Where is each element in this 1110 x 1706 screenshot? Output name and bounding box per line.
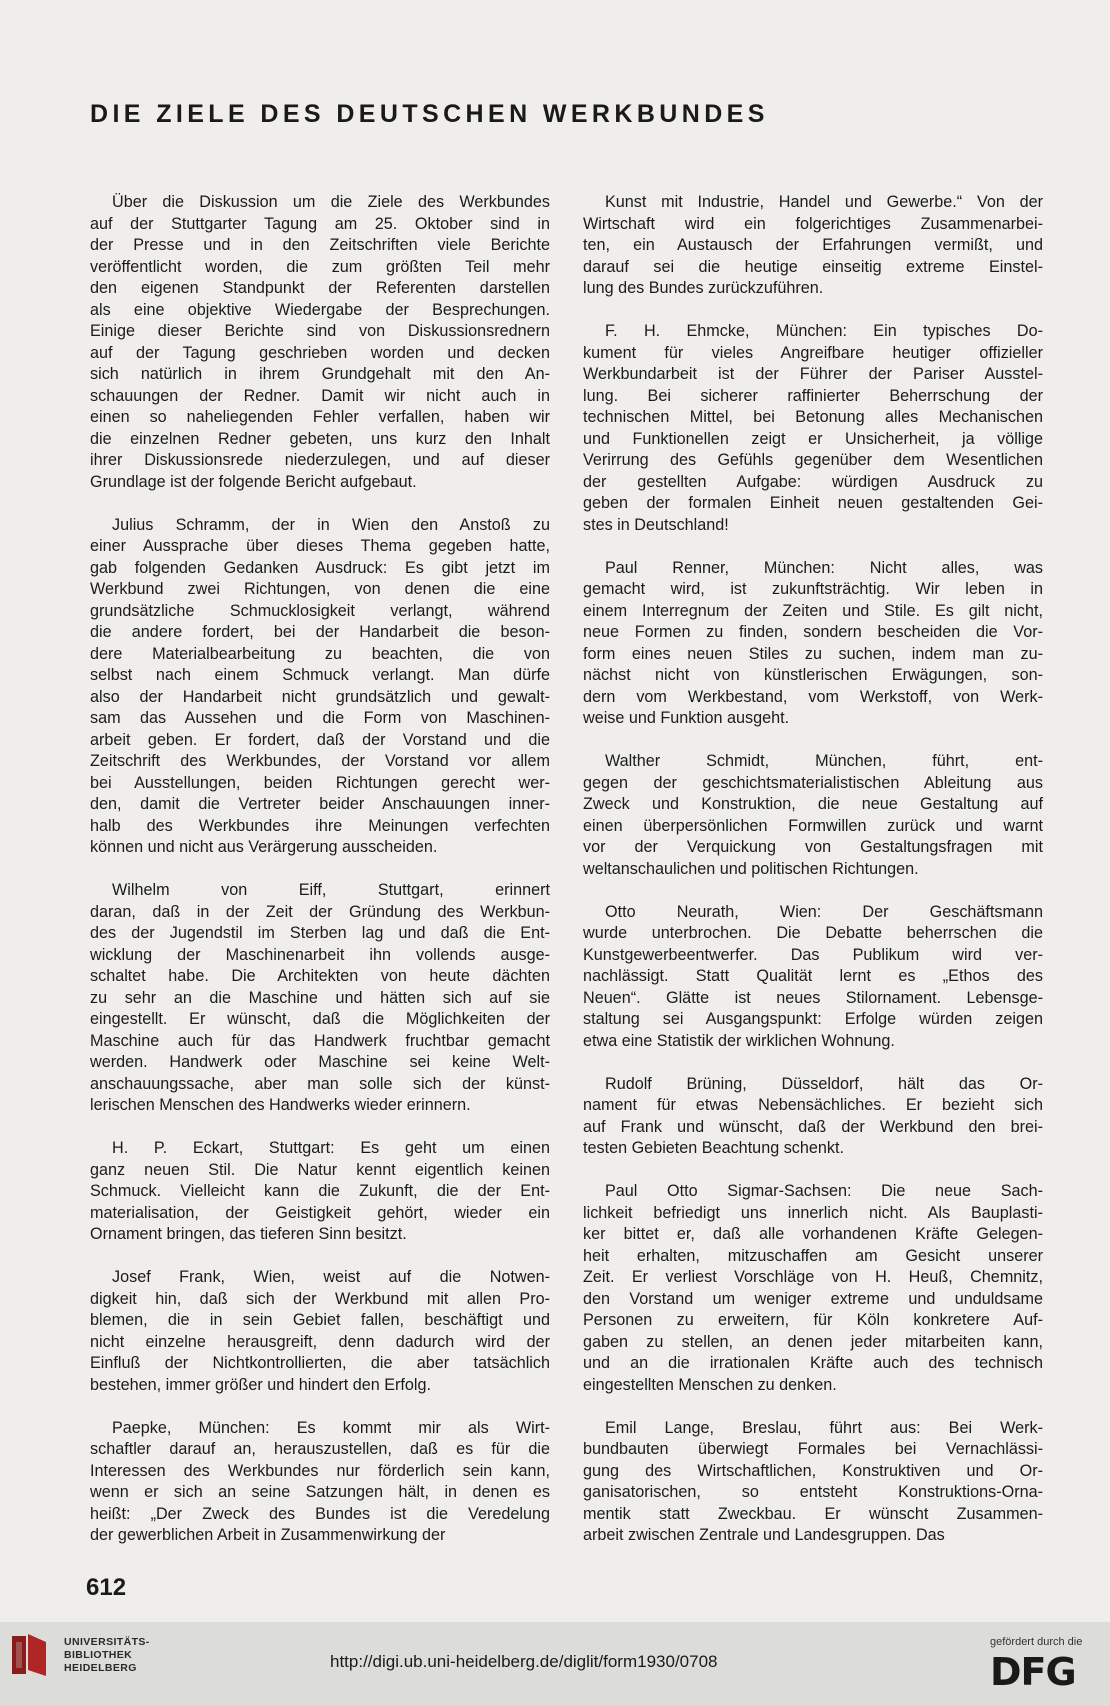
text-line: dere Materialbearbeitung zu beachten, die von	[90, 644, 550, 663]
text-line: geben der formalen Einheit neuen gestaltenden Gei-	[583, 494, 1043, 512]
text-line: einem Interregnum der Zeiten und Stile. Es gilt nicht,	[583, 601, 1043, 620]
text-line: eingestellt. Er wünscht, daß die Möglichkeiten der	[90, 1010, 550, 1028]
text-line: weise und Funktion ausgeht.	[583, 709, 790, 727]
funding-note: gefördert durch die	[990, 1636, 1083, 1648]
text-line: Neuen“. Glätte ist neues Stilornament. Lebensge-	[583, 988, 1043, 1007]
text-line: mentik statt Zweckbau. Er wünscht Zusammen-	[583, 1504, 1043, 1523]
text-line: einen überpersönlichen Formwillen zurück und warnt	[583, 816, 1043, 835]
library-name-line: HEIDELBERG	[64, 1662, 137, 1674]
text-line: Werkbundarbeit ist der Führer der Pariser Ausstel-	[583, 365, 1043, 383]
right-paragraph	[583, 1074, 1043, 1160]
text-line: lerischen Menschen des Handwerks wieder erinnern.	[90, 1096, 471, 1114]
page-number: 612	[86, 1574, 127, 1601]
text-line: wenn er sich an seine Satzungen hält, in denen es	[90, 1483, 550, 1501]
text-line: des der Jugendstil im Sterben lag und daß die Ent-	[90, 924, 550, 942]
text-line: Paepke, München: Es kommt mir als Wirt-	[112, 1418, 550, 1437]
text-line: einer Aussprache über dieses Thema gegeben hatte,	[90, 537, 550, 555]
text-line: die andere fordert, bei der Handarbeit die beson-	[90, 623, 550, 641]
text-line: H. P. Eckart, Stuttgart: Es geht um einen	[112, 1139, 550, 1157]
right-paragraph	[583, 192, 1043, 300]
text-line: anschauungssache, aber man solle sich der künst-	[90, 1074, 550, 1093]
text-line: Julius Schramm, der in Wien den Anstoß zu	[112, 515, 550, 534]
text-line: die einzelnen Redner gebeten, uns kurz den Inhalt	[90, 429, 550, 448]
text-line: Paul Otto Sigmar-Sachsen: Die neue Sach-	[605, 1182, 1043, 1200]
right-paragraph	[583, 558, 1043, 730]
text-line: Emil Lange, Breslau, führt aus: Bei Werk-	[605, 1418, 1043, 1437]
text-line: schaltet habe. Die Architekten von heute dächten	[90, 967, 550, 985]
text-line: Ornament bringen, das tieferen Sinn besitzt.	[90, 1225, 407, 1243]
text-line: daran, daß in der Zeit der Gründung des Werkbun-	[90, 902, 550, 921]
text-line: F. H. Ehmcke, München: Ein typisches Do-	[605, 322, 1043, 340]
text-line: heit erhalten, mitzuschaffen am Gesicht unserer	[583, 1246, 1043, 1265]
right-paragraph	[583, 321, 1043, 536]
text-line: Paul Renner, München: Nicht alles, was	[605, 558, 1043, 577]
text-line: technischen Mittel, bei Betonung alles Mechanischen	[583, 408, 1043, 426]
text-line: wurde unterbrochen. Die Debatte beherrschen die	[583, 924, 1043, 942]
text-line: zu sehr an die Maschine und hätten sich auf sie	[90, 988, 550, 1007]
left-paragraph	[90, 515, 550, 859]
text-line: auf der Stuttgarter Tagung am 25. Oktober sind in	[90, 214, 550, 233]
text-line: bestehen, immer größer und hindert den Erfolg.	[90, 1375, 432, 1394]
text-line: ker bittet er, daß alle vorhandenen Kräfte Gelegen-	[583, 1225, 1043, 1243]
text-line: auf der Tagung geschrieben worden und decken	[90, 343, 550, 362]
text-line: stes in Deutschland!	[583, 515, 729, 534]
text-line: Interessen des Werkbundes nur förderlich sein kann,	[90, 1461, 550, 1480]
text-line: sich natürlich in ihrem Grundgehalt mit den An-	[90, 365, 550, 383]
text-line: testen Gebieten Beachtung schenkt.	[583, 1139, 844, 1157]
text-line: etwa eine Statistik der wirklichen Wohnung.	[583, 1031, 895, 1050]
text-line: Wirtschaft wird ein folgerichtiges Zusammenarbei-	[583, 214, 1043, 233]
text-line: den, damit die Vertreter beider Anschauungen inner-	[90, 795, 550, 813]
text-line: Josef Frank, Wien, weist auf die Notwen-	[112, 1268, 550, 1286]
text-line: Kunst mit Industrie, Handel und Gewerbe.“ Von der	[605, 193, 1043, 211]
text-line: arbeit geben. Er fordert, daß der Vorstand und die	[90, 730, 550, 749]
left-paragraph	[90, 1267, 550, 1396]
text-line: und an die irrationalen Kräfte auch des technisch	[583, 1354, 1043, 1372]
text-line: als eine objektive Wiedergabe der Besprechungen.	[90, 300, 550, 319]
text-line: einen so naheliegenden Fehler verfallen, haben wir	[90, 408, 550, 426]
university-library-logo-icon	[10, 1630, 50, 1680]
text-line: dern vom Werkbestand, vom Werkstoff, von Werk-	[583, 687, 1043, 706]
footer-bar	[0, 1622, 1110, 1706]
text-line: ten, ein Austausch der Erfahrungen vermißt, und	[583, 236, 1043, 254]
text-line: Verirrung des Gefühls gegenüber dem Wesentlichen	[583, 451, 1043, 469]
text-line: gegen der geschichtsmaterialistischen Ableitung aus	[583, 773, 1043, 792]
text-line: gung des Wirtschaftlichen, Konstruktiven und Or-	[583, 1461, 1043, 1480]
text-line: arbeit zwischen Zentrale und Landesgruppen. Das	[583, 1526, 945, 1544]
text-line: ganz neuen Stil. Die Natur kennt eigentlich keinen	[90, 1160, 550, 1179]
text-line: also der Handarbeit nicht grundsätzlich und gewalt-	[90, 687, 550, 706]
text-line: grundsätzliche Schmucklosigkeit verlangt, während	[90, 601, 550, 620]
text-line: Schmuck. Vielleicht kann die Zukunft, die der Ent-	[90, 1182, 550, 1200]
text-line: Maschine auch für das Handwerk fruchtbar gemacht	[90, 1031, 550, 1050]
text-line: kument für vieles Angreifbare heutiger offizieller	[583, 343, 1043, 362]
text-line: werden. Handwerk oder Maschine sei keine Welt-	[90, 1053, 550, 1071]
text-line: schaftler darauf an, herauszustellen, daß es für die	[90, 1440, 550, 1458]
left-column	[90, 192, 550, 1547]
text-line: bei Ausstellungen, beiden Richtungen gerecht wer-	[90, 773, 550, 792]
text-line: sam das Aussehen und die Form von Maschinen-	[90, 709, 550, 727]
text-line: weltanschaulichen und politischen Richtungen.	[583, 859, 919, 878]
text-line: blemen, die in sein Gebiet fallen, beschäftigt und	[90, 1311, 550, 1329]
text-line: Rudolf Brüning, Düsseldorf, hält das Or-	[605, 1074, 1043, 1093]
text-line: Otto Neurath, Wien: Der Geschäftsmann	[605, 902, 1043, 921]
text-line: nächst nicht von künstlerischen Erwägungen, son-	[583, 666, 1043, 684]
text-line: nachlässigt. Statt Qualität lernt es „Ethos des	[583, 967, 1043, 985]
left-paragraph	[90, 1138, 550, 1246]
left-paragraph	[90, 880, 550, 1117]
left-paragraph	[90, 1418, 550, 1547]
right-column	[583, 192, 1043, 1547]
text-line: Grundlage ist der folgende Bericht aufgebaut.	[90, 472, 417, 491]
text-line: digkeit hin, daß sich der Werkbund mit allen Pro-	[90, 1289, 550, 1308]
text-line: Wilhelm von Eiff, Stuttgart, erinnert	[112, 881, 550, 899]
text-line: Werkbund zwei Richtungen, von denen die eine	[90, 580, 550, 598]
right-paragraph	[583, 1418, 1043, 1547]
library-name-line: UNIVERSITÄTS-	[64, 1636, 150, 1648]
text-line: Zeitschrift des Werkbundes, der Vorstand vor allem	[90, 752, 550, 770]
text-line: den eigenen Standpunkt der Referenten darstellen	[90, 279, 550, 297]
text-line: können und nicht aus Verärgerung ausscheiden.	[90, 838, 438, 856]
text-line: der gestellten Aufgabe: würdigen Ausdruck zu	[583, 472, 1043, 491]
text-line: gab folgenden Gedanken Ausdruck: Es gibt jetzt im	[90, 558, 550, 577]
text-line: lichkeit befriedigt uns innerlich nicht. Als Bauplasti-	[583, 1203, 1043, 1222]
text-line: Einfluß der Nichtkontrollierten, die aber tatsächlich	[90, 1354, 550, 1372]
text-line: Personen zu erweitern, für Köln konkretere Auf-	[583, 1311, 1043, 1329]
text-line: schauungen der Redner. Damit wir nicht auch in	[90, 386, 550, 405]
text-line: staltung sei Ausgangspunkt: Erfolge würden zeigen	[583, 1010, 1043, 1028]
text-line: bundbauten überwiegt Formales bei Vernachlässi-	[583, 1440, 1043, 1458]
text-line: gemacht wird, ist zukunftsträchtig. Wir leben in	[583, 580, 1043, 598]
left-paragraph	[90, 192, 550, 493]
text-line: Walther Schmidt, München, führt, ent-	[605, 752, 1043, 770]
text-line: Kunstgewerbeentwerfer. Das Publikum wird ver-	[583, 945, 1043, 964]
text-line: Zweck und Konstruktion, die neue Gestaltung auf	[583, 795, 1043, 813]
text-line: den Vorstand um weniger extreme und unduldsame	[583, 1289, 1043, 1308]
text-line: Einige dieser Berichte sind von Diskussionsrednern	[90, 322, 550, 340]
library-name	[64, 1636, 150, 1675]
library-name-line: BIBLIOTHEK	[64, 1649, 133, 1661]
right-paragraph	[583, 902, 1043, 1053]
text-line: nicht einzelne herausgreift, denn dadurch wird der	[90, 1332, 550, 1351]
text-line: gaben zu stellen, an denen jeder mitarbeiten kann,	[583, 1332, 1043, 1351]
text-line: ihrer Diskussionsrede niederzulegen, und auf dieser	[90, 451, 550, 469]
text-line: auf Frank und wünscht, daß der Werkbund den brei-	[583, 1117, 1043, 1136]
text-line: wicklung der Maschinenarbeit ihn vollends ausge-	[90, 945, 550, 964]
text-line: lung des Bundes zurückzuführen.	[583, 279, 824, 297]
text-line: vor der Verquickung von Gestaltungsfragen mit	[583, 838, 1043, 856]
text-line: eingestellten Menschen zu denken.	[583, 1375, 837, 1394]
text-line: der Presse und in den Zeitschriften viele Berichte	[90, 236, 550, 254]
text-line: nament für etwas Nebensächliches. Er bezieht sich	[583, 1096, 1043, 1114]
text-line: form eines neuen Stiles zu suchen, indem man zu-	[583, 644, 1043, 663]
text-line: neue Formen zu finden, sondern bescheiden die Vor-	[583, 623, 1043, 641]
right-paragraph	[583, 1181, 1043, 1396]
dfg-logo: DFG	[990, 1650, 1076, 1694]
text-line: materialisation, der Geistigkeit gehört, wieder ein	[90, 1203, 550, 1222]
text-line: und Funktionellen zeigt er Unsicherheit, ja völlige	[583, 429, 1043, 448]
text-line: halb des Werkbundes ihre Meinungen verfechten	[90, 816, 550, 835]
text-line: selbst nach einem Schmuck verlangt. Man dürfe	[90, 666, 550, 684]
text-line: darauf sei die heutige einseitig extreme Einstel-	[583, 257, 1043, 276]
right-paragraph	[583, 751, 1043, 880]
text-line: Über die Diskussion um die Ziele des Werkbundes	[112, 193, 550, 211]
text-line: der gewerblichen Arbeit in Zusammenwirkung der	[90, 1526, 446, 1544]
text-line: Zeit. Er verliest Vorschläge von H. Heuß, Chemnitz,	[583, 1268, 1043, 1286]
source-url-link[interactable]: http://digi.ub.uni-heidelberg.de/diglit/form1930/0708	[330, 1652, 718, 1671]
text-line: ganisatorischen, so entsteht Konstruktions-Orna-	[583, 1483, 1043, 1501]
article-title: DIE ZIELE DES DEUTSCHEN WERKBUNDES	[90, 100, 769, 128]
text-line: lung. Bei sicherer raffinierter Beherrschung der	[583, 386, 1043, 405]
text-line: heißt: „Der Zweck des Bundes ist die Veredelung	[90, 1504, 550, 1523]
text-line: veröffentlicht worden, die zum größten Teil mehr	[90, 257, 550, 276]
